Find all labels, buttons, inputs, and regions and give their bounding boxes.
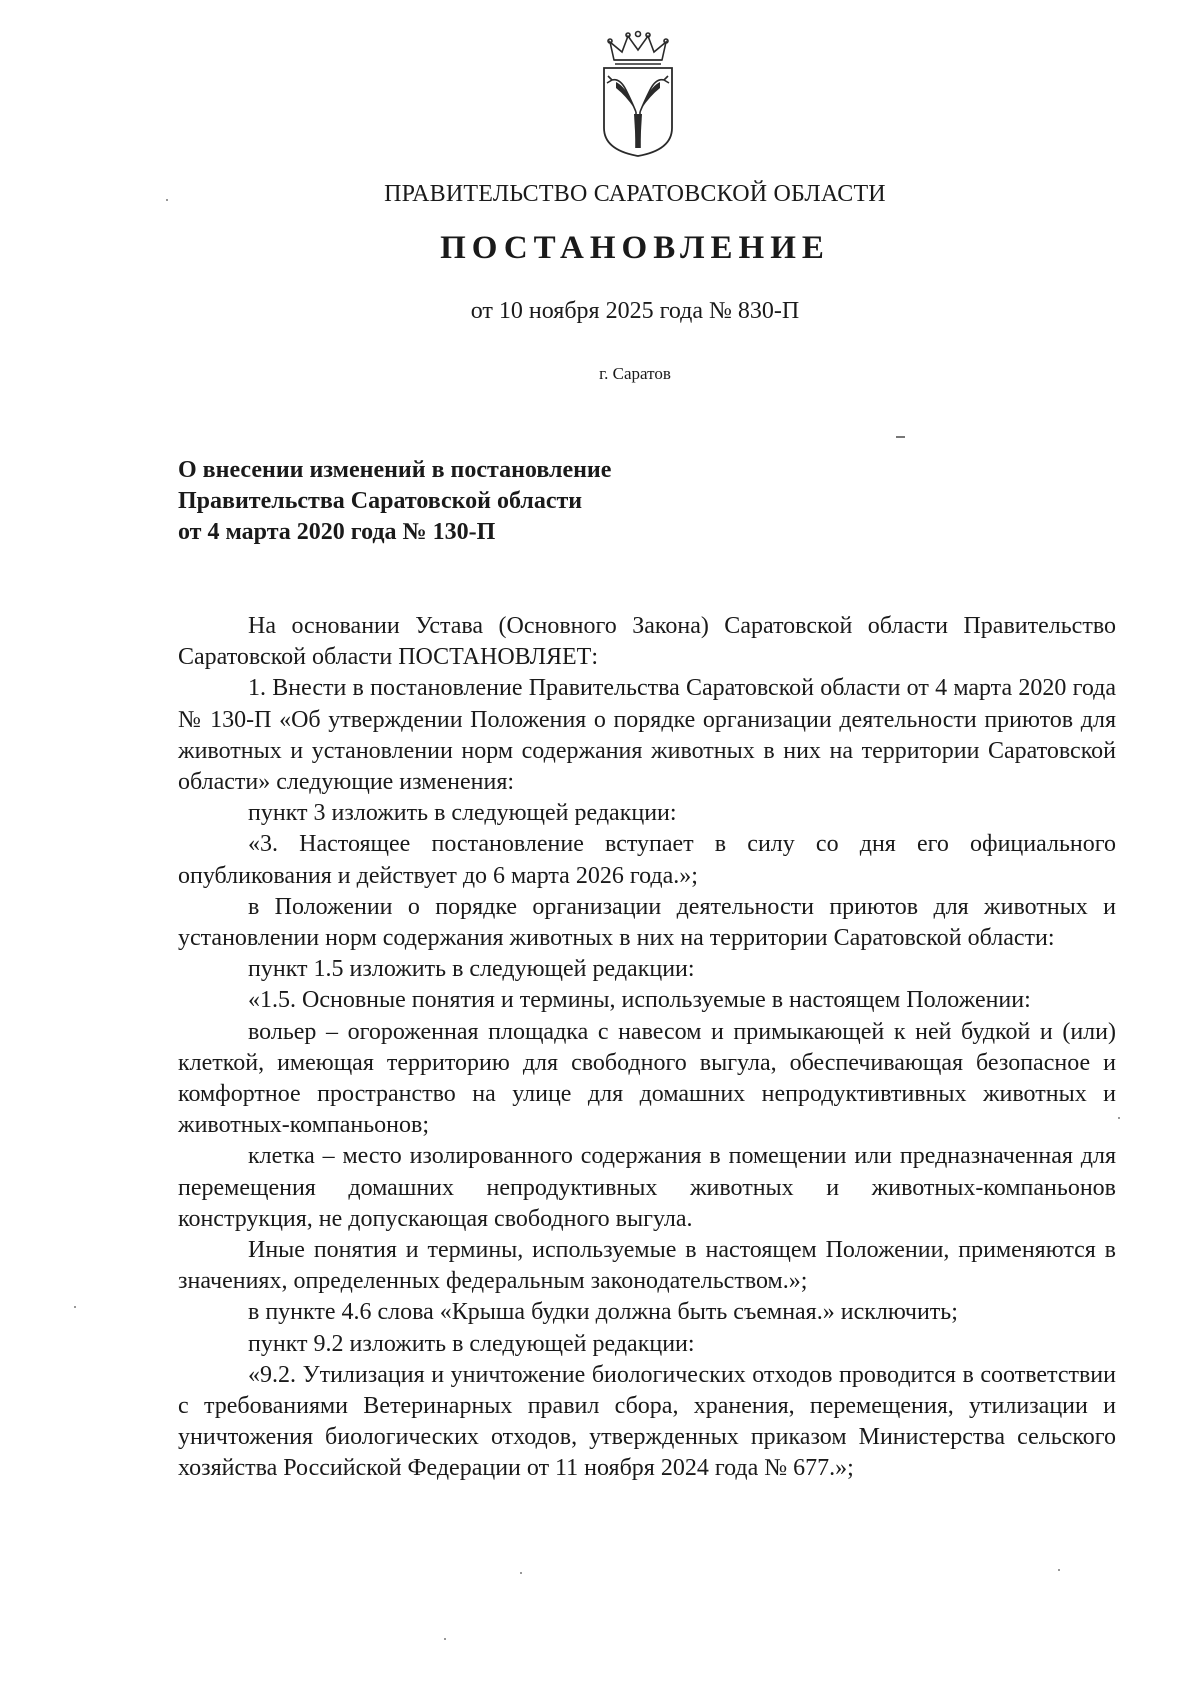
body-paragraph: в пункте 4.6 слова «Крыша будки должна быть съемная.» исключить; bbox=[248, 1299, 958, 1326]
body-paragraph: вольер – огороженная площадка с навесом и примыкающей к ней будкой и (или) клеткой, имеющая территорию для свободного выгула, обеспечивающая безопасное и комфортное пространство на улице для домашних непродуктивтивных животных и животных-компаньонов; bbox=[178, 1018, 1116, 1139]
body-paragraph: 1. Внести в постановление Правительства Саратовской области от 4 марта 2020 года № 130-П «Об утверждении Положения о порядке организации деятельности приютов для животных и установлении норм содержания животных в них на территории Саратовской области» следующие изменения: bbox=[178, 675, 1116, 796]
document-city: г. Саратов bbox=[599, 364, 671, 383]
scan-speck bbox=[166, 199, 168, 201]
body-paragraph: клетка – место изолированного содержания в помещении или предназначенная для перемещения домашних непродуктивных животных и животных-компаньонов конструкция, не допускающая свободного выгула. bbox=[178, 1143, 1116, 1232]
organization-name: ПРАВИТЕЛЬСТВО САРАТОВСКОЙ ОБЛАСТИ bbox=[384, 181, 886, 207]
document-type-title: ПОСТАНОВЛЕНИЕ bbox=[440, 230, 830, 266]
saratov-coat-of-arms-icon bbox=[590, 30, 686, 158]
document-body bbox=[178, 611, 1116, 1485]
scan-speck bbox=[1118, 1117, 1120, 1119]
scan-speck bbox=[1058, 1569, 1060, 1571]
scan-speck bbox=[444, 1638, 446, 1640]
body-paragraph: пункт 9.2 изложить в следующей редакции: bbox=[248, 1330, 695, 1357]
scan-speck bbox=[74, 1306, 76, 1308]
document-subject bbox=[178, 455, 611, 548]
subject-line: О внесении изменений в постановление bbox=[178, 457, 612, 483]
subject-line: от 4 марта 2020 года № 130-П bbox=[178, 519, 496, 545]
subject-line: Правительства Саратовской области bbox=[178, 488, 583, 514]
body-paragraph: в Положении о порядке организации деятельности приютов для животных и установлении норм содержания животных в них на территории Саратовской области: bbox=[178, 893, 1116, 952]
body-paragraph: «9.2. Утилизация и уничтожение биологических отходов проводится в соответствии с требованиями Ветеринарных правил сбора, хранения, перемещения, утилизации и уничтожения биологических отходов, утвержденных приказом Министерства сельского хозяйства Российской Федерации от 11 ноября 2024 года № 677.»; bbox=[178, 1361, 1116, 1482]
body-paragraph: пункт 1.5 изложить в следующей редакции: bbox=[248, 956, 695, 983]
body-paragraph: На основании Устава (Основного Закона) Саратовской области Правительство Саратовской области ПОСТАНОВЛЯЕТ: bbox=[178, 613, 1116, 671]
body-paragraph: Иные понятия и термины, используемые в настоящем Положении, применяются в значениях, определенных федеральным законодательством.»; bbox=[178, 1237, 1116, 1295]
body-paragraph: «3. Настоящее постановление вступает в силу со дня его официального опубликования и действует до 6 марта 2026 года.»; bbox=[178, 831, 1116, 889]
document-date-number: от 10 ноября 2025 года № 830-П bbox=[470, 298, 800, 324]
body-paragraph: пункт 3 изложить в следующей редакции: bbox=[248, 800, 677, 827]
scan-speck bbox=[896, 436, 905, 438]
body-paragraph: «1.5. Основные понятия и термины, используемые в настоящем Положении: bbox=[248, 987, 1031, 1014]
scan-speck bbox=[520, 1572, 522, 1574]
